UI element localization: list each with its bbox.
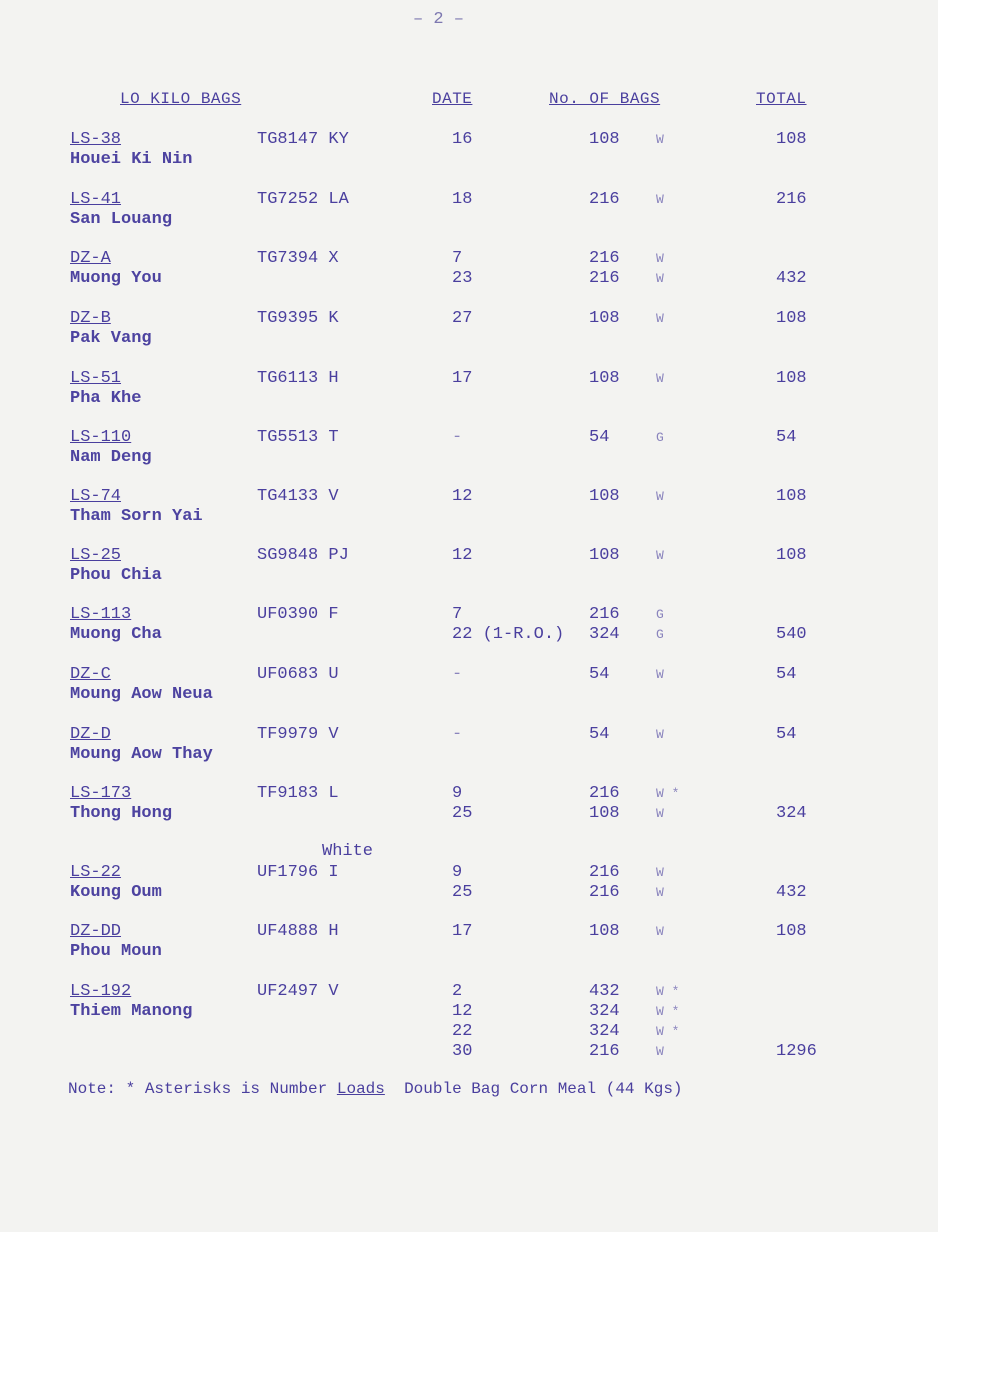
bag-type: W xyxy=(656,132,664,147)
bag-count: 216 xyxy=(589,784,620,803)
location-code: LS-22 xyxy=(70,863,122,882)
note-prefix: Note: * Asterisks is Number xyxy=(68,1080,328,1098)
header-date: DATE xyxy=(432,90,473,108)
location-name: Thong Hong xyxy=(70,804,173,823)
delivery-date: 12 xyxy=(452,487,473,506)
row-total: 1296 xyxy=(776,1042,817,1061)
location-name: Moung Aow Thay xyxy=(70,745,213,764)
bag-count: 216 xyxy=(589,1042,620,1061)
grid-reference: TF9979 V xyxy=(257,725,339,744)
location-name: Muong Cha xyxy=(70,625,162,644)
location-name: Nam Deng xyxy=(70,448,152,467)
location-name: Phou Chia xyxy=(70,566,162,585)
grid-reference: UF0683 U xyxy=(257,665,339,684)
location-name: Thiem Manong xyxy=(70,1002,193,1021)
grid-reference: UF0390 F xyxy=(257,605,339,624)
delivery-date: 22 (1-R.O.) xyxy=(452,625,565,644)
bag-count: 108 xyxy=(589,369,620,388)
grid-reference: TG4133 V xyxy=(257,487,339,506)
grid-note: White xyxy=(322,842,374,861)
location-name: Tham Sorn Yai xyxy=(70,507,203,526)
bag-type: W xyxy=(656,667,664,682)
location-code: LS-192 xyxy=(70,982,132,1001)
bag-count: 108 xyxy=(589,922,620,941)
row-total: 432 xyxy=(776,883,807,902)
bag-type: W xyxy=(656,192,664,207)
location-name: Pha Khe xyxy=(70,389,142,408)
bag-type: W * xyxy=(656,786,680,801)
bag-count: 324 xyxy=(589,1022,620,1041)
bag-type: W xyxy=(656,1044,664,1059)
bag-count: 108 xyxy=(589,487,620,506)
location-name: Phou Moun xyxy=(70,942,162,961)
location-code: DZ-DD xyxy=(70,922,122,941)
grid-reference: TG8147 KY xyxy=(257,130,349,149)
header-title: LO KILO BAGS xyxy=(120,90,242,108)
delivery-date: 30 xyxy=(452,1042,473,1061)
location-code: DZ-D xyxy=(70,725,111,744)
page-number: – 2 – xyxy=(413,10,465,29)
bag-type: W xyxy=(656,371,664,386)
delivery-date: - xyxy=(452,665,463,684)
location-code: LS-41 xyxy=(70,190,122,209)
bag-type: G xyxy=(656,627,664,642)
grid-reference: TG6113 H xyxy=(257,369,339,388)
row-total: 54 xyxy=(776,725,797,744)
bag-count: 324 xyxy=(589,1002,620,1021)
location-name: San Louang xyxy=(70,210,173,229)
bag-type: W xyxy=(656,727,664,742)
delivery-date: 23 xyxy=(452,269,473,288)
bag-type: W xyxy=(656,806,664,821)
grid-reference: UF4888 H xyxy=(257,922,339,941)
delivery-date: 18 xyxy=(452,190,473,209)
location-code: DZ-A xyxy=(70,249,111,268)
row-total: 216 xyxy=(776,190,807,209)
location-code: LS-38 xyxy=(70,130,122,149)
bag-count: 54 xyxy=(589,725,610,744)
grid-reference: TF9183 L xyxy=(257,784,339,803)
bag-type: W xyxy=(656,885,664,900)
delivery-date: 9 xyxy=(452,863,463,882)
bag-count: 216 xyxy=(589,269,620,288)
header-total: TOTAL xyxy=(756,90,807,108)
bag-count: 216 xyxy=(589,863,620,882)
row-total: 108 xyxy=(776,130,807,149)
row-total: 54 xyxy=(776,428,797,447)
location-code: LS-74 xyxy=(70,487,122,506)
location-code: LS-173 xyxy=(70,784,132,803)
bag-type: W xyxy=(656,251,664,266)
bag-type: W xyxy=(656,489,664,504)
row-total: 54 xyxy=(776,665,797,684)
bag-type: G xyxy=(656,607,664,622)
location-name: Moung Aow Neua xyxy=(70,685,213,704)
location-code: LS-113 xyxy=(70,605,132,624)
delivery-date: 16 xyxy=(452,130,473,149)
bag-count: 216 xyxy=(589,605,620,624)
delivery-date: 12 xyxy=(452,1002,473,1021)
bag-count: 324 xyxy=(589,625,620,644)
bag-type: W xyxy=(656,548,664,563)
location-code: LS-25 xyxy=(70,546,122,565)
delivery-date: 2 xyxy=(452,982,463,1001)
row-total: 324 xyxy=(776,804,807,823)
delivery-date: 17 xyxy=(452,369,473,388)
bag-type: W xyxy=(656,271,664,286)
row-total: 108 xyxy=(776,922,807,941)
bag-type: W * xyxy=(656,1024,680,1039)
location-code: LS-110 xyxy=(70,428,132,447)
delivery-date: - xyxy=(452,428,463,447)
grid-reference: TG5513 T xyxy=(257,428,339,447)
bag-count: 216 xyxy=(589,883,620,902)
grid-reference: TG7394 X xyxy=(257,249,339,268)
bag-count: 216 xyxy=(589,249,620,268)
bag-count: 108 xyxy=(589,546,620,565)
bag-count: 108 xyxy=(589,804,620,823)
grid-reference: TG7252 LA xyxy=(257,190,349,209)
location-code: DZ-C xyxy=(70,665,111,684)
header-bags: No. OF BAGS xyxy=(549,90,661,108)
delivery-date: 7 xyxy=(452,249,463,268)
grid-reference: TG9395 K xyxy=(257,309,339,328)
delivery-date: 9 xyxy=(452,784,463,803)
bag-type: W xyxy=(656,865,664,880)
bag-count: 54 xyxy=(589,428,610,447)
bag-type: W xyxy=(656,924,664,939)
delivery-date: 27 xyxy=(452,309,473,328)
row-total: 540 xyxy=(776,625,807,644)
grid-reference: SG9848 PJ xyxy=(257,546,349,565)
delivery-date: 7 xyxy=(452,605,463,624)
row-total: 108 xyxy=(776,487,807,506)
location-code: DZ-B xyxy=(70,309,111,328)
footnote xyxy=(68,1080,683,1098)
delivery-date: 12 xyxy=(452,546,473,565)
bag-count: 432 xyxy=(589,982,620,1001)
bag-type: W * xyxy=(656,1004,680,1019)
grid-reference: UF2497 V xyxy=(257,982,339,1001)
row-total: 108 xyxy=(776,369,807,388)
location-code: LS-51 xyxy=(70,369,122,388)
delivery-date: 22 xyxy=(452,1022,473,1041)
bag-type: W xyxy=(656,311,664,326)
delivery-date: 17 xyxy=(452,922,473,941)
row-total: 432 xyxy=(776,269,807,288)
delivery-date: - xyxy=(452,725,463,744)
delivery-date: 25 xyxy=(452,883,473,902)
note-suffix: Double Bag Corn Meal (44 Kgs) xyxy=(404,1080,683,1098)
note-underlined: Loads xyxy=(336,1080,385,1098)
location-name: Muong You xyxy=(70,269,162,288)
bag-count: 54 xyxy=(589,665,610,684)
location-name: Pak Vang xyxy=(70,329,152,348)
row-total: 108 xyxy=(776,546,807,565)
grid-reference: UF1796 I xyxy=(257,863,339,882)
bag-type: G xyxy=(656,430,664,445)
delivery-date: 25 xyxy=(452,804,473,823)
bag-count: 108 xyxy=(589,130,620,149)
location-name: Houei Ki Nin xyxy=(70,150,193,169)
bag-type: W * xyxy=(656,984,680,999)
bag-count: 108 xyxy=(589,309,620,328)
row-total: 108 xyxy=(776,309,807,328)
location-name: Koung Oum xyxy=(70,883,162,902)
bag-count: 216 xyxy=(589,190,620,209)
